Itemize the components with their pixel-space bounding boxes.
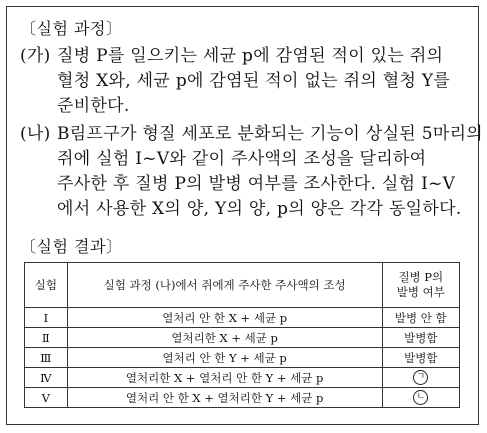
step-line: 질병 P를 일으키는 세균 p에 감염된 적이 있는 쥐의 — [57, 46, 444, 66]
cell-composition: 열처리한 X + 세균 p — [67, 328, 382, 348]
step-line: 혈청 X와, 세균 p에 감염된 적이 없는 쥐의 혈청 Y를 — [57, 71, 451, 91]
step-body — [57, 122, 483, 222]
results-heading: 〔실험 결과〕 — [20, 237, 123, 256]
cell-result: 발병함 — [382, 328, 459, 348]
cell-result: 발병 안 함 — [382, 308, 459, 328]
table-row — [25, 328, 460, 348]
table-header-row — [25, 263, 460, 308]
cell-experiment: Ⅴ — [25, 388, 68, 408]
cell-experiment: Ⅰ — [25, 308, 68, 328]
step-line: 준비한다. — [57, 96, 130, 116]
cell-result — [382, 388, 459, 408]
cell-composition: 열처리한 X + 열처리 안 한 Y + 세균 p — [67, 368, 382, 388]
step-line: B림프구가 형질 세포로 분화되는 기능이 상실된 5마리의 — [57, 124, 484, 144]
step-ga — [20, 44, 470, 119]
header-result-line: 발병 여부 — [396, 285, 445, 299]
step-body — [57, 44, 470, 119]
cell-experiment: Ⅱ — [25, 328, 68, 348]
step-line: 주사한 후 질병 P의 발병 여부를 조사한다. 실험 Ⅰ~Ⅴ — [57, 174, 456, 194]
cell-result: 발병함 — [382, 348, 459, 368]
table-row — [25, 368, 460, 388]
cell-experiment: Ⅳ — [25, 368, 68, 388]
cell-experiment: Ⅲ — [25, 348, 68, 368]
header-result-line: 질병 P의 — [398, 270, 444, 284]
step-marker: (가) — [20, 46, 51, 66]
table-row — [25, 308, 460, 328]
procedure-steps — [20, 44, 484, 225]
cell-composition: 열처리 안 한 X + 열처리한 Y + 세균 p — [67, 388, 382, 408]
procedure-heading: 〔실험 과정〕 — [20, 19, 123, 38]
cell-composition: 열처리 안 한 Y + 세균 p — [67, 348, 382, 368]
table-row — [25, 348, 460, 368]
header-composition: 실험 과정 (나)에서 쥐에게 주사한 주사액의 조성 — [67, 263, 382, 308]
table-row — [25, 388, 460, 408]
step-line: 에서 사용한 X의 양, Y의 양, p의 양은 각각 동일하다. — [57, 199, 462, 219]
results-table — [24, 262, 460, 408]
step-na — [20, 122, 484, 222]
circled-label-nieun: ㄴ — [413, 390, 428, 405]
header-result — [382, 263, 459, 308]
step-line: 쥐에 실험 Ⅰ~Ⅴ와 같이 주사액의 조성을 달리하여 — [57, 149, 427, 169]
circled-label-giyeok: ㄱ — [413, 370, 428, 385]
cell-result — [382, 368, 459, 388]
cell-composition: 열처리 안 한 X + 세균 p — [67, 308, 382, 328]
header-experiment: 실험 — [25, 263, 68, 308]
step-marker: (나) — [20, 124, 51, 144]
